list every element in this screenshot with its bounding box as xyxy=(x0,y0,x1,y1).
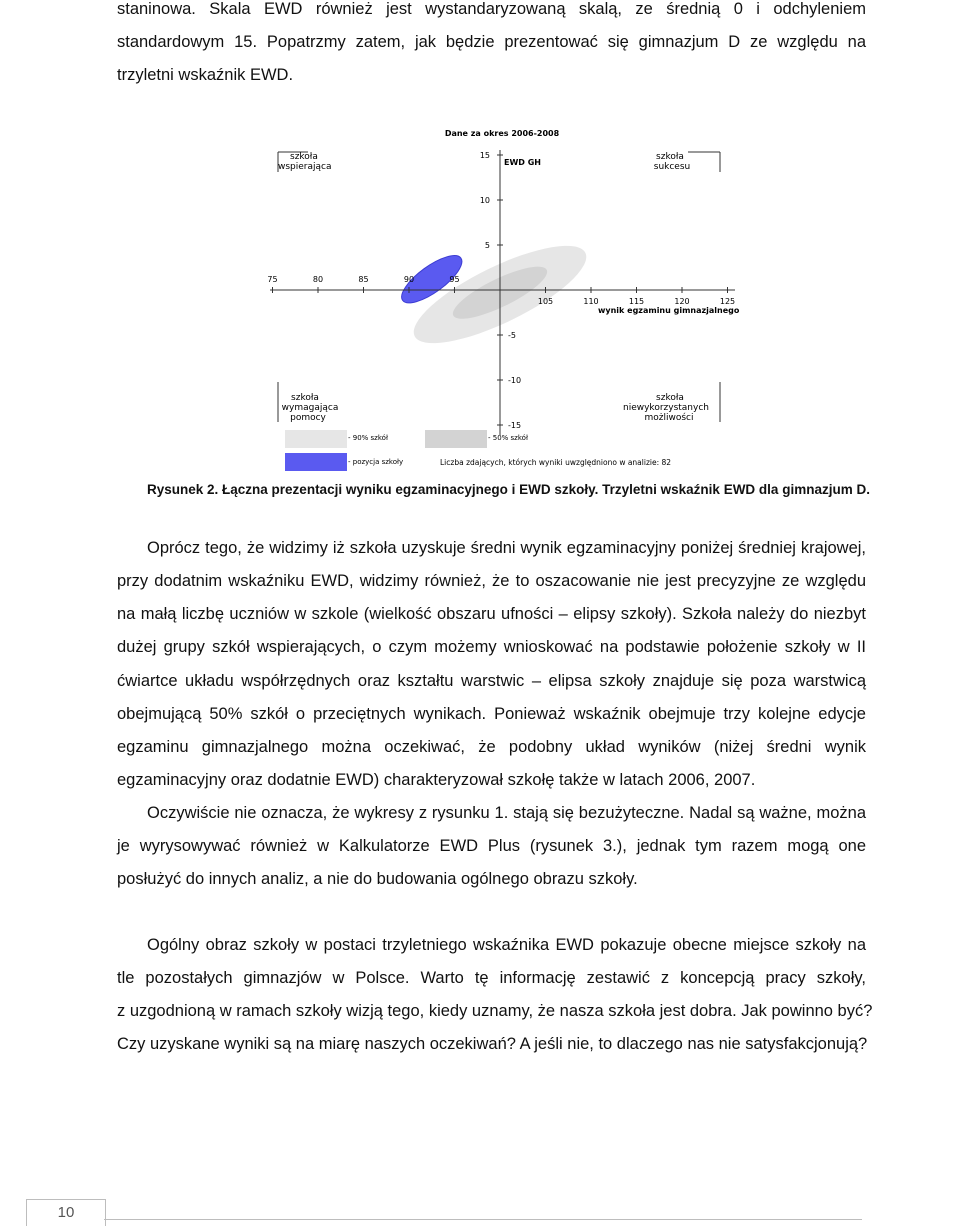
quadrant-bottom-right-line1: szkoła xyxy=(656,393,684,403)
x-tick-label: 105 xyxy=(537,297,554,306)
quadrant-bottom-left-line1: szkoła xyxy=(291,393,319,403)
quadrant-top-right-line1: szkoła xyxy=(656,152,684,162)
legend-count-note: Liczba zdających, których wyniki uwzględniono w analizie: 82 xyxy=(440,458,672,467)
footer-rule xyxy=(104,1219,862,1220)
y-axis-label: EWD GH xyxy=(504,158,541,167)
para1-line-5: ćwiartce układu współrzędnych oraz kształtu warstwic – elipsa szkoły znajduje się poza warstwicą xyxy=(117,672,866,690)
legend-label-50: - 50% szkół xyxy=(488,434,528,442)
intro-line-3: trzyletni wskaźnik EWD. xyxy=(117,66,294,84)
para3-line-2: tle pozostałych gimnazjów w Polsce. Warto tę informację zestawić z koncepcją pracy szkoły, xyxy=(117,969,866,987)
para1-line-6: obejmującą 50% szkół o przeciętnych wynikach. Ponieważ wskaźnik obejmuje trzy kolejne edycje xyxy=(117,705,866,723)
y-tick-label: 15 xyxy=(479,151,490,160)
legend-swatch-90 xyxy=(285,430,347,448)
x-axis-label: wynik egzaminu gimnazjalnego xyxy=(598,306,740,315)
x-tick-label: 95 xyxy=(449,275,460,284)
quadrant-bottom-left-line2: wymagająca xyxy=(281,403,339,413)
legend-swatch-50 xyxy=(425,430,487,448)
chart-title: Dane za okres 2006-2008 xyxy=(444,129,560,138)
para1-line-8: egzaminacyjny oraz dodatnie EWD) charakteryzował szkołę także w latach 2006, 2007. xyxy=(117,771,756,789)
para3-line-4: Czy uzyskane wyniki są na miarę naszych oczekiwań? A jeśli nie, to dlaczego nas nie satysfakcjonują? xyxy=(117,1035,868,1053)
y-tick-label: 10 xyxy=(479,196,490,205)
quadrant-bottom-right-line3: możliwości xyxy=(644,413,694,423)
para1-line-7: egzaminu gimnazjalnego można oczekiwać, że podobny układ wyników (niżej średni wynik xyxy=(117,738,866,756)
x-tick-label: 125 xyxy=(719,297,736,306)
para1-line-2: przy dodatnim wskaźniku EWD, widzimy również, że to oszacowanie nie jest precyzyjne ze względu xyxy=(117,572,866,590)
quadrant-top-right-line2: sukcesu xyxy=(653,162,691,172)
y-tick-label: 5 xyxy=(484,241,490,250)
quadrant-top-left-line1: szkoła xyxy=(290,152,318,162)
x-tick-label: 85 xyxy=(358,275,369,284)
para1-line-4: dużej grupy szkół wspierających, o czym możemy wnioskować na podstawie położenie szkoły w II xyxy=(117,638,866,656)
para1-line-3: na małą liczbę uczniów w szkole (wielkość obszaru ufności – elipsy szkoły). Szkoła należy do niezbyt xyxy=(117,605,866,623)
y-tick-label: -15 xyxy=(508,421,522,430)
intro-line-1: staninowa. Skala EWD również jest wystandaryzowaną skalą, ze średnią 0 i odchyleniem xyxy=(117,0,866,18)
para3-line-3: z uzgodnioną w ramach szkoły wizją tego, kiedy uznamy, że nasza szkoła jest dobra. Jak powinno być? xyxy=(117,1002,873,1020)
x-tick-label: 90 xyxy=(403,275,415,284)
y-tick-label: -5 xyxy=(508,331,516,340)
y-tick-label: -10 xyxy=(508,376,522,385)
para1-line-1: Oprócz tego, że widzimy iż szkoła uzyskuje średni wynik egzaminacyjny poniżej średniej krajowej, xyxy=(147,539,866,557)
x-tick-label: 80 xyxy=(312,275,324,284)
intro-line-2: standardowym 15. Popatrzmy zatem, jak będzie prezentować się gimnazjum D ze względu na xyxy=(117,33,866,51)
legend-label-90: - 90% szkół xyxy=(348,434,388,442)
quadrant-bottom-left-line3: pomocy xyxy=(290,413,326,423)
para2-line-1: Oczywiście nie oznacza, że wykresy z rysunku 1. stają się bezużyteczne. Nadal są ważne, można xyxy=(147,804,866,822)
legend-label-school: - pozycja szkoły xyxy=(348,458,404,466)
x-tick-label: 110 xyxy=(583,297,599,306)
ewd-chart xyxy=(260,120,740,480)
quadrant-top-left-line2: wspierająca xyxy=(278,162,332,172)
para2-line-3: posłużyć do innych analiz, a nie do budowania ogólnego obrazu szkoły. xyxy=(117,870,638,888)
x-tick-label: 115 xyxy=(628,297,645,306)
figure-caption: Rysunek 2. Łączna prezentacji wyniku egzaminacyjnego i EWD szkoły. Trzyletni wskaźnik EWD dla gimnazjum D. xyxy=(147,482,870,497)
para2-line-2: je wyrysowywać również w Kalkulatorze EWD Plus (rysunek 3.), jednak tym razem mogą one xyxy=(117,837,866,855)
legend-swatch-school xyxy=(285,453,347,471)
x-tick-label: 75 xyxy=(267,275,278,284)
para3-line-1: Ogólny obraz szkoły w postaci trzyletniego wskaźnika EWD pokazuje obecne miejsce szkoły na xyxy=(147,936,866,954)
x-tick-label: 120 xyxy=(674,297,690,306)
quadrant-bottom-right-line2: niewykorzystanych xyxy=(623,403,709,413)
page-number: 10 xyxy=(57,1204,75,1221)
